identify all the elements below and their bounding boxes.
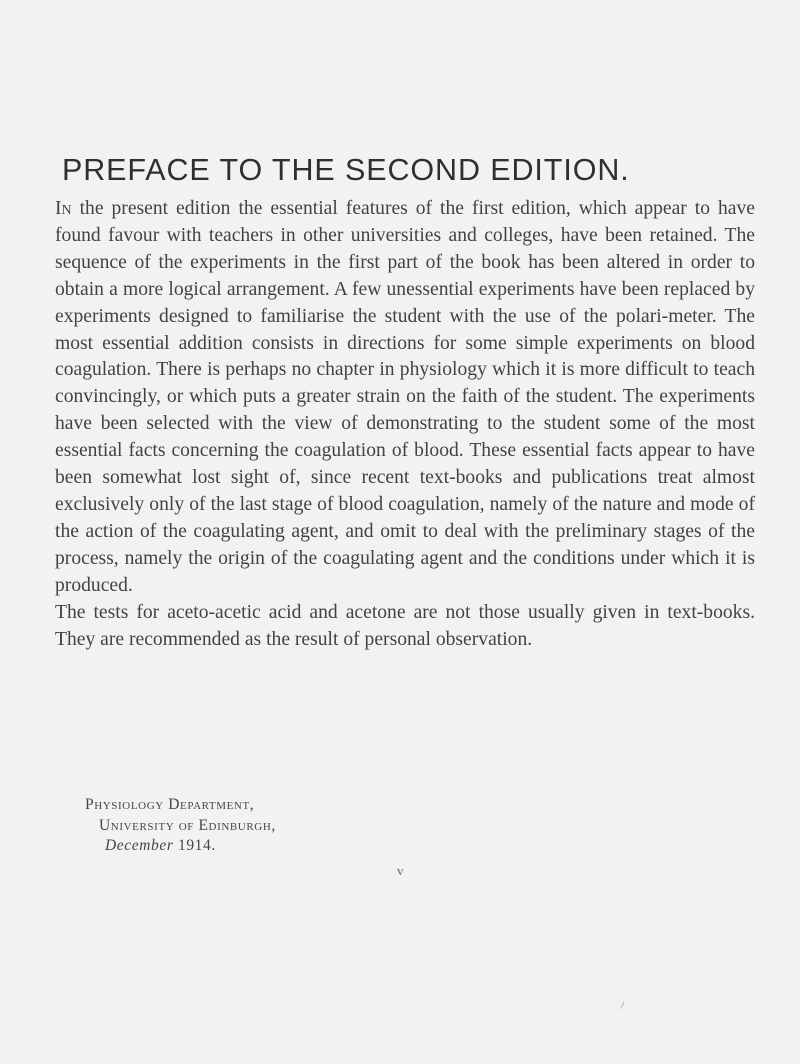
- paragraph-2: [55, 600, 755, 654]
- paragraph-1-text: the present edition the essential features of the first edition, which appear to have found favour with teachers in other universities and colleges, have been retained. The sequence of the experiments in the first part of the book has been altered in order to obtain a more logical arrangement. A few unessential experiments have been replaced by experiments designed to familiarise the student with the use of the polari-meter. The most essential addition consists in directions for some simple experiments on blood coagulation. There is perhaps no chapter in physiology which it is more difficult to teach convincingly, or which puts a greater strain on the faith of the student. The experiments have been selected with the view of demonstrating to the student some of the most essential facts concerning the coagulation of blood. These essential facts appear to have been somewhat lost sight of, since recent text-books and publications treat almost exclusively only of the last stage of blood coagulation, namely of the nature and mode of the action of the coagulating agent, and omit to deal with the preliminary stages of the process, namely the origin of the coagulating agent and the conditions under which it is produced.: [55, 198, 755, 596]
- page-title: PREFACE TO THE SECOND EDITION.: [62, 153, 630, 187]
- preface-body: [55, 196, 755, 653]
- signature-date-year: 1914.: [177, 837, 216, 854]
- page-number: v: [397, 863, 404, 878]
- signature-department: Physiology Department,: [85, 796, 255, 813]
- signature-date: [85, 836, 276, 857]
- paragraph-2-text: The tests for aceto-acetic acid and acetone are not those usually given in text-books. They are recommended as the result of personal observation.: [55, 601, 755, 650]
- signature-block: [85, 795, 276, 857]
- signature-university-text: University of Edinburgh,: [99, 816, 276, 834]
- paragraph-1-lead: In: [55, 198, 72, 219]
- signature-university: [85, 816, 276, 837]
- paragraph-1: [55, 196, 755, 600]
- stray-mark: [620, 1001, 624, 1009]
- signature-date-month: December: [105, 837, 174, 854]
